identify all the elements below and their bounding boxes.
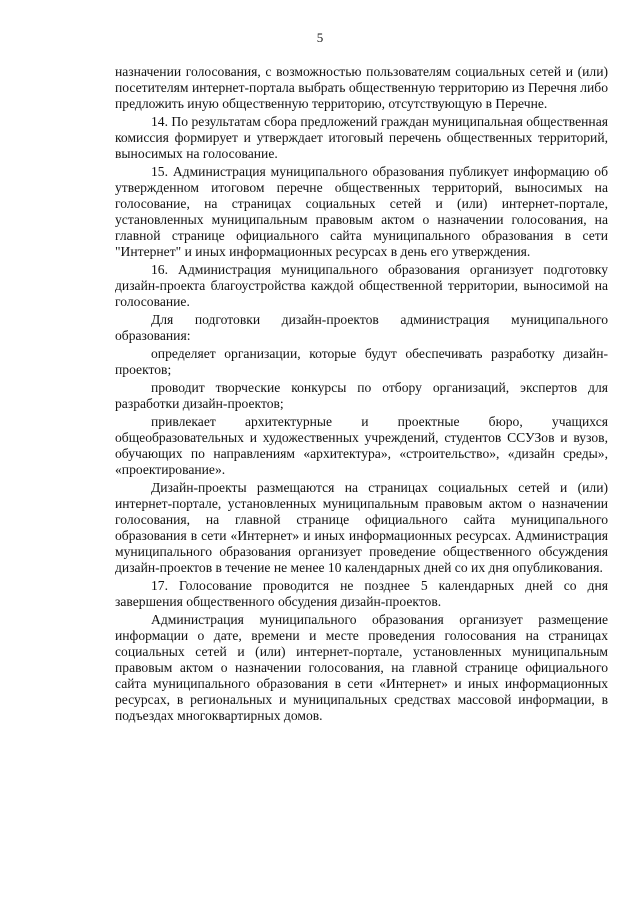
paragraph-14: 14. По результатам сбора предложений граждан муниципальная общественная комиссия формирует и утверждает итоговый перечень общественных территорий, выносимых на голосование. [115,114,608,161]
list-item-organizations: определяет организации, которые будут обеспечивать разработку дизайн-проектов; [115,346,608,377]
paragraph-design-intro: Для подготовки дизайн-проектов администрация муниципального образования: [115,312,608,343]
paragraph-16: 16. Администрация муниципального образования организует подготовку дизайн-проекта благоустройства каждой общественной территории, выносимой на голосование. [115,262,608,309]
page-number: 5 [316,30,324,45]
paragraph-15: 15. Администрация муниципального образования публикует информацию об утвержденном итоговом перечне общественных территорий, выносимых на голосование, на страницах социальных сетей и (или) интернет-портале, установленных муниципальным правовым актом о назначении голосования, на главной странице официального сайта муниципального образования в сети "Интернет" и иных информационных ресурсах в день его утверждения. [115,164,608,259]
paragraph-design-publication: Дизайн-проекты размещаются на страницах социальных сетей и (или) интернет-портале, установленных муниципальным правовым актом о назначении голосования, на главной странице официального сайта муниципального образования в сети «Интернет» и иных информационных ресурсах. Администрация муниципального образования организует проведение общественного обсуждения дизайн-проектов в течение не менее 10 календарных дней со их дня опубликования. [115,480,608,575]
document-body [115,64,608,726]
paragraph-17: 17. Голосование проводится не позднее 5 календарных дней со дня завершения общественного обсудения дизайн-проектов. [115,578,608,609]
paragraph-voting-info: Администрация муниципального образования организует размещение информации о дате, времени и месте проведения голосования на страницах социальных сетей и (или) интернет-портале, установленных муниципальным правовым актом о назначении голосования, на главной странице официального сайта муниципального образования в сети «Интернет» и иных информационных ресурсах, в региональных и муниципальных средствах массовой информации, в подъездах многоквартирных домов. [115,612,608,723]
list-item-bureaus: привлекает архитектурные и проектные бюро, учащихся общеобразовательных и художественных учреждений, студентов ССУЗов и вузов, обучающих по направлениям «архитектура», «строительство», «дизайн среды», «проектирование». [115,414,608,477]
list-item-contests: проводит творческие конкурсы по отбору организаций, экспертов для разработки дизайн-проектов; [115,380,608,411]
paragraph-continuation: назначении голосования, с возможностью пользователям социальных сетей и (или) посетителям интернет-портала выбрать общественную территорию из Перечня либо предложить иную общественную территорию, отсутствующую в Перечне. [115,64,608,111]
